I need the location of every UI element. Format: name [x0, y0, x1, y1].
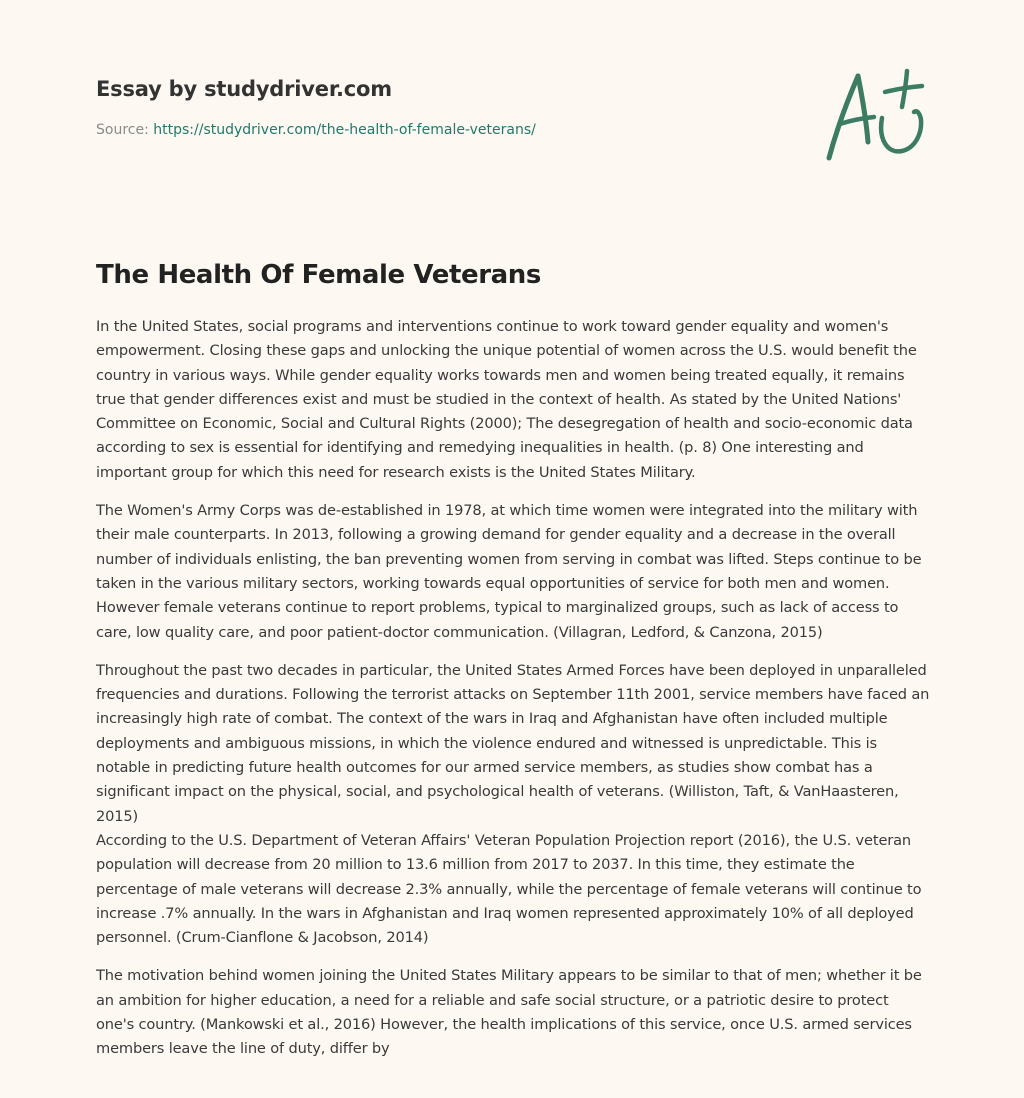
- a-plus-logo-icon: [818, 62, 938, 172]
- source-label: Source:: [96, 122, 154, 138]
- essay-title: The Health Of Female Veterans: [96, 260, 541, 290]
- essay-body: [96, 315, 930, 1076]
- essay-paragraph: The Women's Army Corps was de-established in 1978, at which time women were integrated into the military with their male counterparts. In 2013, following a growing demand for gender equality and a decrease in the overall number of individuals enlisting, the ban preventing women from serving in combat was lifted. Steps continue to be taken in the various military sectors, working towards equal opportunities of service for both men and women. However female veterans continue to report problems, typical to marginalized groups, such as lack of access to care, low quality care, and poor patient-doctor communication. (Villagran, Ledford, & Canzona, 2015): [96, 502, 922, 641]
- essay-paragraph: Throughout the past two decades in particular, the United States Armed Forces have been deployed in unparalleled frequencies and durations. Following the terrorist attacks on September 11th 2001, service members have faced an increasingly high rate of combat. The context of the wars in Iraq and Afghanistan have often included multiple deployments and ambiguous missions, in which the violence endured and witnessed is unpredictable. This is notable in predicting future health outcomes for our armed service members, as studies show combat has a significant impact on the physical, social, and psychological health of veterans. (Williston, Taft, & VanHaasteren, 2015): [96, 661, 930, 825]
- essay-header: [96, 74, 796, 140]
- source-line: [96, 120, 796, 140]
- source-link[interactable]: https://studydriver.com/the-health-of-female-veterans/: [153, 122, 536, 138]
- essay-paragraph: The motivation behind women joining the United States Military appears to be similar to that of men; whether it be an ambition for higher education, a need for a reliable and safe social structure, or a patriotic desire to protect one's country. (Mankowski et al., 2016) However, the health implications of this service, once U.S. armed services members leave the line of duty, differ by: [96, 967, 922, 1058]
- brand-title: Essay by studydriver.com: [96, 77, 392, 101]
- essay-paragraph: In the United States, social programs and interventions continue to work toward gender equality and women's empowerment. Closing these gaps and unlocking the unique potential of women across the U.S. would benefit the country in various ways. While gender equality works towards men and women being treated equally, it remains true that gender differences exist and must be studied in the context of health. As stated by the United Nations' Committee on Economic, Social and Cultural Rights (2000); The desegregation of health and socio-economic data according to sex is essential for identifying and remedying inequalities in health. (p. 8) One interesting and important group for which this need for research exists is the United States Military.: [96, 318, 917, 481]
- essay-paragraph: According to the U.S. Department of Veteran Affairs' Veteran Population Projection report (2016), the U.S. veteran population will decrease from 20 million to 13.6 million from 2017 to 2037. In this time, they estimate the percentage of male veterans will decrease 2.3% annually, while the percentage of female veterans will continue to increase .7% annually. In the wars in Afghanistan and Iraq women represented approximately 10% of all deployed personnel. (Crum-Cianflone & Jacobson, 2014): [96, 831, 922, 947]
